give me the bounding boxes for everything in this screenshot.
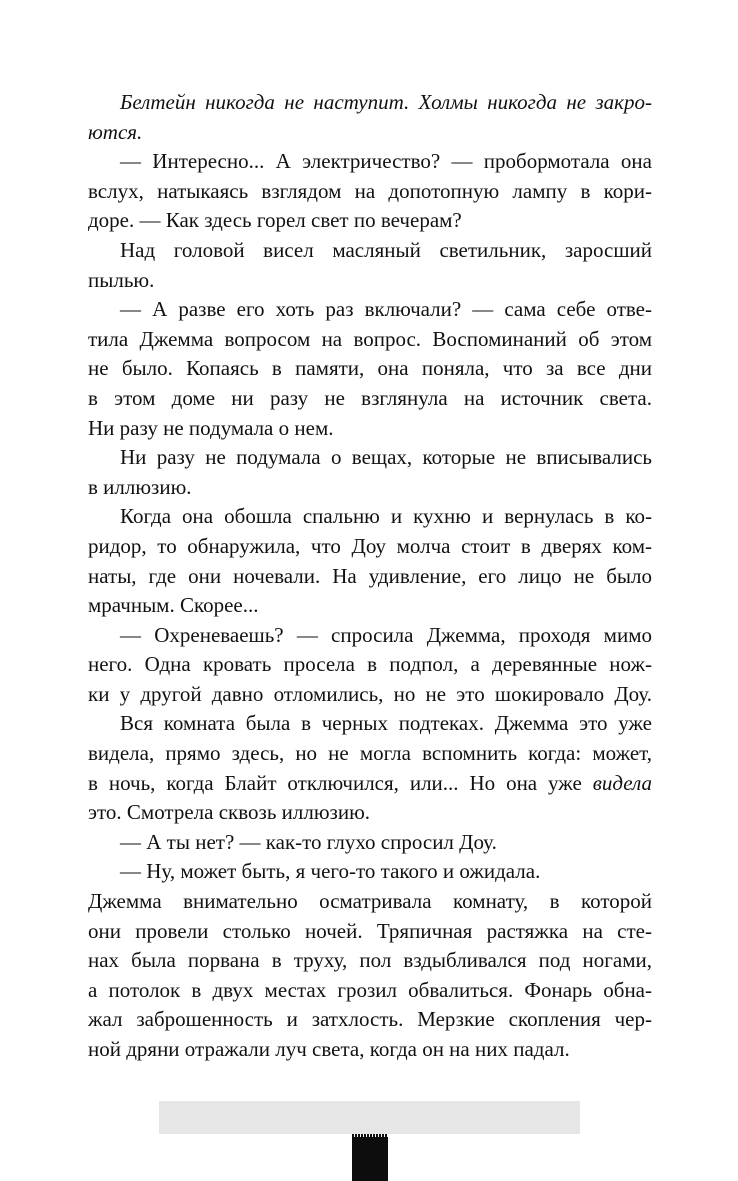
paragraph-line: нах была порвана в труху, пол вздыбливался под ногами, (88, 948, 652, 973)
paragraph-line: Ни разу не подумала о нем. (88, 415, 334, 440)
paragraph-line: пылью. (88, 267, 155, 292)
paragraph-line: в этом доме ни разу не взглянула на источник света. (88, 385, 652, 410)
italic-text: ются. (88, 119, 143, 144)
paragraph-line: они провели столько ночей. Тряпичная растяжка на сте- (88, 918, 652, 943)
paragraph-line: ридор, то обнаружила, что Доу молча стоит в дверях ком- (88, 533, 652, 558)
paragraph-line: — А ты нет? — как-то глухо спросил Доу. (120, 829, 497, 854)
page-mark (352, 1137, 388, 1181)
italic-text: видела (592, 770, 652, 795)
paragraph-line: — А разве его хоть раз включали? — сама себе отве- (120, 297, 652, 322)
paragraph-line: мрачным. Скорее... (88, 593, 259, 618)
paragraph-line (88, 118, 652, 148)
paragraph-line: а потолок в двух местах грозил обвалиться. Фонарь обна- (88, 977, 652, 1002)
paragraph-line: Джемма внимательно осматривала комнату, в которой (88, 889, 652, 914)
paragraph-line: наты, где они ночевали. На удивление, его лицо не было (88, 563, 652, 588)
paragraph-line: Ни разу не подумала о вещах, которые не вписывались (120, 445, 652, 470)
paragraph-line: в иллюзию. (88, 474, 192, 499)
paragraph-line: Над головой висел масляный светильник, заросший (120, 237, 652, 262)
footer-gray-bar (159, 1101, 580, 1134)
paragraph-line: доре. — Как здесь горел свет по вечерам? (88, 208, 462, 233)
paragraph-line: него. Одна кровать просела в подпол, а деревянные нож- (88, 652, 652, 677)
paragraph-line: — Охреневаешь? — спросила Джемма, проходя мимо (120, 622, 652, 647)
paragraph-line (88, 88, 652, 118)
paragraph-line: ки у другой давно отломились, но не это шокировало Доу. (88, 681, 652, 706)
paragraph-line: жал заброшенность и затхлость. Мерзкие скопления чер- (88, 1007, 652, 1032)
paragraph-line: ной дряни отражали луч света, когда он на них падал. (88, 1037, 570, 1061)
page-body-text (88, 88, 652, 1065)
italic-text: Белтейн никогда не наступит. Холмы никогда не закро- (120, 90, 652, 114)
paragraph-line: — Интересно... А электричество? — пробормотала она (120, 149, 652, 174)
paragraph-line: тила Джемма вопросом на вопрос. Воспоминаний об этом (88, 326, 652, 351)
paragraph-line (88, 769, 652, 799)
paragraph-line: — Ну, может быть, я чего-то такого и ожидала. (120, 859, 541, 884)
paragraph-line: видела, прямо здесь, но не могла вспомнить когда: может, (88, 741, 652, 766)
plain-text: в ночь, когда Блайт отключился, или... Но она уже (88, 770, 593, 795)
paragraph-line: Вся комната была в черных подтеках. Джемма это уже (120, 711, 652, 736)
paragraph-line: Когда она обошла спальню и кухню и вернулась в ко- (120, 504, 652, 529)
paragraph-line: вслух, натыкаясь взглядом на допотопную лампу в кори- (88, 178, 652, 203)
paragraph-line: это. Смотрела сквозь иллюзию. (88, 800, 371, 825)
paragraph-line: не было. Копаясь в памяти, она поняла, что за все дни (88, 356, 652, 381)
